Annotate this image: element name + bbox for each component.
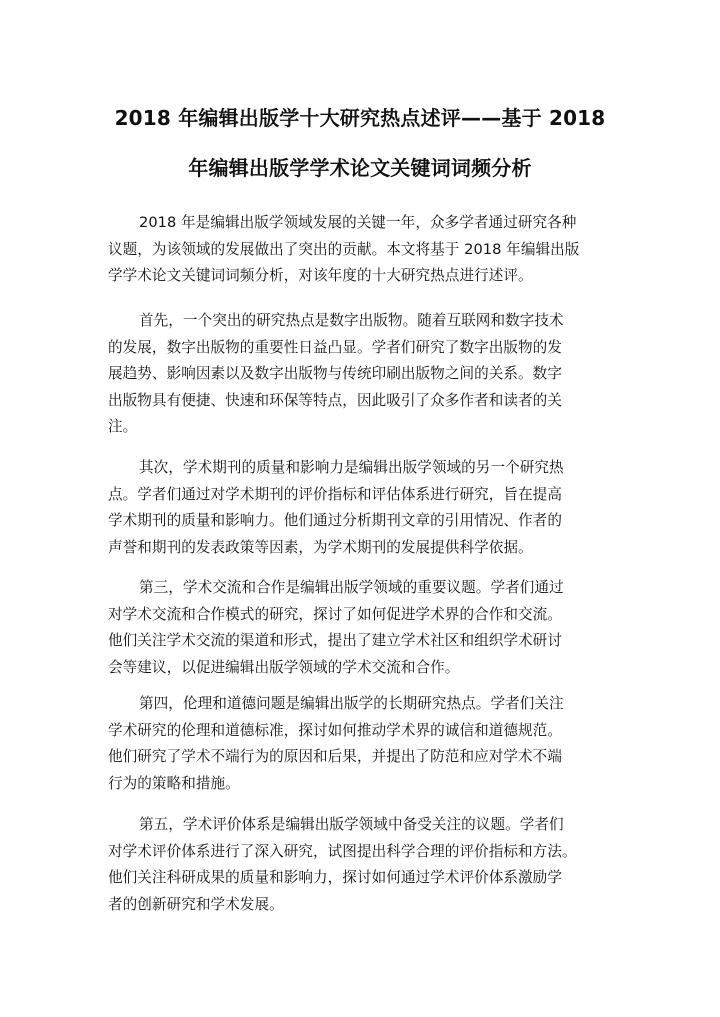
paragraph-line: 出版物具有便捷、快速和环保等特点，因此吸引了众多作者和读者的关 <box>108 391 562 409</box>
paragraph-line: 2018 年是编辑出版学领域发展的关键一年，众多学者通过研究各种 <box>139 214 577 231</box>
paragraph-line: 第四，伦理和道德问题是编辑出版学的长期研究热点。学者们关注 <box>139 695 564 712</box>
paragraph-line: 其次，学术期刊的质量和影响力是编辑出版学领域的另一个研究热 <box>139 459 564 476</box>
paragraph-line: 议题，为该领域的发展做出了突出的贡献。本文将基于 2018 年编辑出版 <box>108 240 580 258</box>
paragraph-line: 他们研究了学术不端行为的原因和后果，并提出了防范和应对学术不端 <box>108 748 562 765</box>
paragraph-line: 声誉和期刊的发表政策等因素，为学术期刊的发展提供科学依据。 <box>108 538 533 556</box>
paragraph-line: 点。学者们通过对学术期刊的评价指标和评估体系进行研究，旨在提高 <box>108 485 562 503</box>
paragraph-line: 会等建议，以促进编辑出版学领域的学术交流和合作。 <box>108 658 460 676</box>
paragraph-line: 的发展，数字出版物的重要性日益凸显。学者们研究了数字出版物的发 <box>108 338 562 356</box>
document-title-line-1: 2018 年编辑出版学十大研究热点述评——基于 2018 <box>114 106 606 130</box>
paragraph-line: 首先，一个突出的研究热点是数字出版物。随着互联网和数字技术 <box>139 312 564 329</box>
paragraph-line: 学学术论文关键词词频分析，对该年度的十大研究热点进行述评。 <box>108 267 533 284</box>
paragraph-line: 行为的策略和措施。 <box>108 774 240 792</box>
document-title-line-2: 年编辑出版学学术论文关键词词频分析 <box>188 156 532 180</box>
paragraph-academic-exchange <box>108 575 620 681</box>
paragraph-line: 他们关注科研成果的质量和影响力，探讨如何通过学术评价体系激励学 <box>108 869 562 886</box>
paragraph-line: 者的创新研究和学术发展。 <box>108 895 284 913</box>
paragraph-evaluation-system <box>108 812 620 918</box>
paragraph-line: 第三，学术交流和合作是编辑出版学领域的重要议题。学者们通过 <box>139 579 564 596</box>
paragraph-line: 学术期刊的质量和影响力。他们通过分析期刊文章的引用情况、作者的 <box>108 512 562 529</box>
paragraph-line: 他们关注学术交流的渠道和形式，提出了建立学术社区和组织学术研讨 <box>108 632 562 649</box>
paragraph-line: 第五，学术评价体系是编辑出版学领域中备受关注的议题。学者们 <box>139 816 564 833</box>
paragraph-ethics <box>108 691 620 797</box>
paragraph-line: 对学术交流和合作模式的研究，探讨了如何促进学术界的合作和交流。 <box>108 605 562 623</box>
paragraph-digital-publications <box>108 308 620 441</box>
paragraph-line: 展趋势、影响因素以及数字出版物与传统印刷出版物之间的关系。数字 <box>108 365 562 382</box>
paragraph-intro <box>108 210 620 290</box>
paragraph-line: 学术研究的伦理和道德标准，探讨如何推动学术界的诚信和道德规范。 <box>108 721 562 739</box>
paragraph-journal-quality <box>108 455 620 561</box>
paragraph-line: 对学术评价体系进行了深入研究，试图提出科学合理的评价指标和方法。 <box>108 842 577 860</box>
paragraph-line: 注。 <box>108 418 138 435</box>
